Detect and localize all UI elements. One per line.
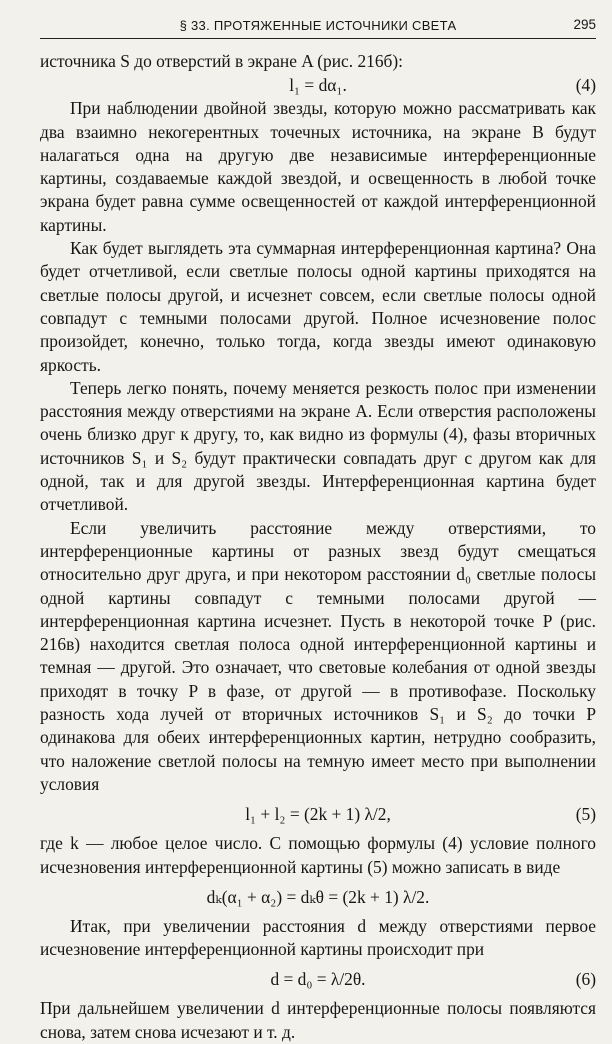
equation-4-formula: l₁ = dα₁.: [289, 75, 347, 96]
page-number: 295: [573, 17, 596, 32]
equation-5-number: (5): [575, 804, 596, 825]
equation-5: [40, 796, 596, 832]
paragraph-sum-pattern: Как будет выглядеть эта суммарная интерференционная картина? Она будет отчетливой, если светлые полосы одной картины приходятся на светлые полосы другой, и исчезнет совсем, если светлые полосы одной совпадут с темными полосами другой. Полное исчезновение полос произойдет, конечно, только тогда, когда звезды имеют одинаковую яркость.: [40, 238, 596, 375]
paragraph-distance: Если увеличить расстояние между отверстиями, то интерференционные картины от разных звезд будут смещаться относительно друг друга, и при некотором расстоянии d₀ светлые полосы одной картины совпадут с темными полосами другой — интерференционная картина исчезнет. Пусть в некоторой точке P (рис. 216в) находится светлая полоса одной интерференционной картины и темная — другой. Это означает, что световые колебания от одной звезды приходят в точку P в фазе, от другой — в противофазе. Поскольку разность хода лучей от вторичных источников S₁ и S₂ до точки P одинакова для обеих интерференционных картин, нетрудно сообразить, что наложение светлой полосы на темную имеет место при выполнении условия: [40, 517, 596, 794]
paragraph-sharpness: Теперь легко понять, почему меняется резкость полос при изменении расстояния между отверстиями на экране A. Если отверстия расположены очень близко друг к другу, то, как видно из формулы (4), фазы вторичных источников S₁ и S₂ будут практически совпадать друг с другом как для одной, так и для другой звезды. Интерференционная картина будет отчетливой.: [40, 377, 596, 515]
equation-6-number: (6): [575, 969, 596, 990]
paragraph-where-k: где k — любое целое число. С помощью формулы (4) условие полного исчезновения интерференционной картины (5) можно записать в виде: [40, 833, 596, 877]
equation-5-formula: l₁ + l₂ = (2k + 1) λ/2,: [245, 804, 391, 825]
paragraph-final: При дальнейшем увеличении d интерференционные полосы появляются снова, затем снова исчезают и т. д.: [40, 998, 596, 1042]
equation-4-number: (4): [575, 75, 596, 96]
running-header: [40, 16, 596, 39]
paragraph-double-star: При наблюдении двойной звезды, которую можно рассматривать как два взаимно некогерентных точечных источника, на экране B будут налагаться одна на другую две независимые интерференционные картины, создаваемые каждой звездой, и освещенность в любой точке экрана будет равна сумме освещенностей от каждой интерференционной картины.: [40, 98, 596, 235]
equation-6: [40, 961, 596, 997]
paragraph-intro: источника S до отверстий в экране A (рис. 216б):: [40, 51, 404, 71]
equation-unnumbered-formula: dₖ(α₁ + α₂) = dₖθ = (2k + 1) λ/2.: [206, 886, 430, 907]
equation-unnumbered: [40, 879, 596, 915]
section-title: § 33. ПРОТЯЖЕННЫЕ ИСТОЧНИКИ СВЕТА: [179, 18, 457, 33]
main-text: [40, 50, 596, 1044]
paragraph-conclusion: Итак, при увеличении расстояния d между отверстиями первое исчезновение интерференционной картины происходит при: [40, 915, 596, 960]
equation-4: [40, 73, 596, 97]
equation-6-formula: d = d₀ = λ/2θ.: [270, 969, 366, 990]
